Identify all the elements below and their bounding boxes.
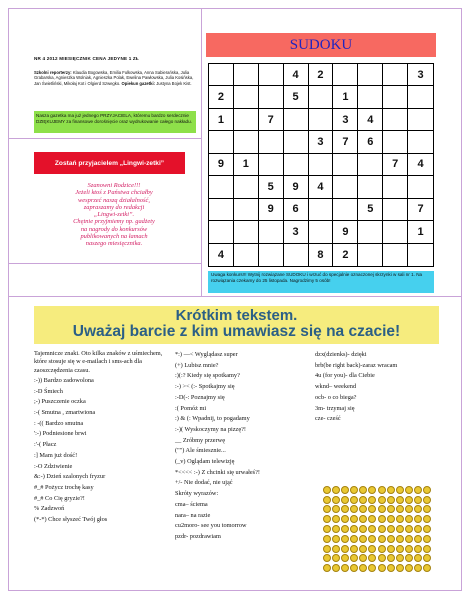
smiley-icon (332, 515, 340, 523)
poem-line: Chętnie przyjmiemy np. gadżety (73, 218, 155, 226)
sudoku-cell (209, 176, 234, 198)
smiley-icon (396, 505, 404, 513)
list-item: :) & (: Wpadnij, to pogadamy (175, 415, 250, 423)
section-divider (8, 296, 462, 297)
smiley-icon (368, 515, 376, 523)
smiley-icon (396, 496, 404, 504)
sudoku-cell (234, 176, 259, 198)
smiley-icon (332, 496, 340, 504)
list-item: :-)( Wyskoczymy na pizzę?! (175, 425, 247, 433)
smiley-icon (378, 564, 386, 572)
sudoku-cell (259, 64, 284, 86)
guardian-name: Justyna Bojek Kist. (156, 80, 192, 86)
masthead: NR 4 2012 MIESIĘCZNIK CENA JEDYNE 1 ZŁ (34, 56, 139, 61)
list-item: :-)) Bardzo zadowolona (34, 376, 94, 384)
smiley-icon (396, 564, 404, 572)
sudoku-cell: 1 (408, 221, 433, 243)
sudoku-cell: 4 (284, 64, 309, 86)
smiley-icon (323, 554, 331, 562)
smiley-icon (368, 525, 376, 533)
sudoku-cell: 3 (333, 109, 358, 131)
list-item: #_# Pożycz trochę kasy (34, 483, 94, 491)
sudoku-cell (209, 131, 234, 153)
smiley-icon (405, 515, 413, 523)
sudoku-cell: 4 (358, 109, 383, 131)
smiley-icon (405, 535, 413, 543)
list-item: :-D Śmiech (34, 387, 63, 395)
list-item: cma– ściema (175, 500, 208, 508)
sudoku-cell (408, 176, 433, 198)
smiley-icon (423, 535, 431, 543)
smiley-icon (414, 505, 422, 513)
smiley-icon (350, 535, 358, 543)
list-item: % Zadzwoń (34, 505, 65, 513)
smiley-icon (323, 515, 331, 523)
sudoku-cell (408, 109, 433, 131)
column-emoticons-2 (175, 350, 305, 543)
smiley-icon (332, 525, 340, 533)
list-item: :-( Smutna , zmartwiona (34, 409, 96, 416)
smiley-icon (341, 496, 349, 504)
sudoku-cell: 3 (309, 131, 334, 153)
smiley-icon (359, 515, 367, 523)
smiley-icon (368, 486, 376, 494)
smiley-icon (378, 535, 386, 543)
sudoku-cell (383, 176, 408, 198)
sudoku-cell (309, 221, 334, 243)
sudoku-cell (234, 244, 259, 266)
list-item: : -(( Bardzo smutna (34, 419, 84, 427)
smiley-icon (405, 496, 413, 504)
smiley-icon (414, 554, 422, 562)
smiley-icon (359, 505, 367, 513)
sudoku-cell (284, 131, 309, 153)
sudoku-cell (209, 199, 234, 221)
list-item: :] Mam już dość! (34, 451, 78, 459)
sudoku-cell (383, 64, 408, 86)
sudoku-cell (358, 221, 383, 243)
smiley-icon (332, 554, 340, 562)
sudoku-cell (333, 64, 358, 86)
sudoku-cell (234, 131, 259, 153)
smiley-icon (350, 525, 358, 533)
sudoku-cell: 9 (209, 154, 234, 176)
sudoku-title (206, 33, 436, 57)
smiley-icon (396, 535, 404, 543)
list-item: (+) Lubisz mnie? (175, 361, 219, 369)
smiley-icon (423, 505, 431, 513)
smiley-icon (323, 535, 331, 543)
sudoku-cell: 3 (284, 221, 309, 243)
smiley-icon (368, 545, 376, 553)
smiley-icon (378, 505, 386, 513)
list-item: 3m- trzymaj się (315, 404, 355, 412)
sudoku-cell (234, 199, 259, 221)
list-item: Skróty wyrazów: (175, 490, 219, 498)
sudoku-cell (234, 109, 259, 131)
list-item: ocb- o co biega? (315, 393, 357, 401)
smiley-icon (323, 496, 331, 504)
sudoku-cell (259, 86, 284, 108)
sudoku-cell (284, 154, 309, 176)
smiley-icon (368, 496, 376, 504)
smiley-icon (341, 545, 349, 553)
poem-line: zapraszamy do redakcji (83, 203, 145, 211)
list-item: __ Zróbmy przerwę (175, 436, 226, 444)
list-item: :)(:? Kiedy się spotkamy? (175, 372, 240, 380)
smiley-icon (387, 545, 395, 553)
list-item: *<<<< :-) Z chcinki się urwałeś?! (175, 468, 261, 476)
smiley-icon (396, 525, 404, 533)
smiley-icon (378, 554, 386, 562)
sudoku-grid (208, 63, 434, 267)
smiley-icon (323, 486, 331, 494)
smiley-icon (332, 486, 340, 494)
sudoku-cell (358, 154, 383, 176)
sudoku-cell (358, 244, 383, 266)
sudoku-cell: 5 (259, 176, 284, 198)
sudoku-cell: 6 (358, 131, 383, 153)
smiley-faces-icon (322, 485, 432, 573)
list-item: pzdr- pozdrawiam (175, 532, 221, 540)
headline-title: Krótkim tekstem. (175, 307, 298, 324)
list-item: :( Pomóż mi (175, 404, 207, 412)
smiley-icon (341, 486, 349, 494)
column-emoticons (34, 350, 164, 526)
sudoku-cell (309, 154, 334, 176)
sudoku-cell (383, 86, 408, 108)
list-item: &:-) Dzień szalonych fryzur (34, 473, 106, 481)
smiley-icon (378, 486, 386, 494)
sudoku-cell: 9 (259, 199, 284, 221)
sudoku-cell (383, 244, 408, 266)
sudoku-cell (333, 154, 358, 176)
sudoku-cell (259, 244, 284, 266)
smiley-icon (332, 535, 340, 543)
list-item: brb(be right back)-zaraz wracam (315, 361, 398, 369)
smiley-icon (423, 525, 431, 533)
sudoku-cell (358, 64, 383, 86)
smiley-icon (414, 545, 422, 553)
smiley-icon (359, 535, 367, 543)
list-item: *:) —< Wyglądasz super (175, 351, 238, 358)
smiley-icon (341, 505, 349, 513)
smiley-icon (396, 486, 404, 494)
sudoku-cell (234, 64, 259, 86)
sudoku-cell: 7 (408, 199, 433, 221)
list-item: (_v) Oglądam telewizję (175, 458, 235, 466)
list-item: :-) >< (:- Spotkajmy się (175, 383, 235, 391)
divider (8, 263, 201, 264)
smiley-icon (359, 496, 367, 504)
sudoku-cell: 4 (309, 176, 334, 198)
list-item: cze- cześć (315, 415, 341, 423)
sudoku-cell (259, 131, 284, 153)
poem-line: naszego miesięcznika. (85, 240, 143, 248)
smiley-icon (405, 505, 413, 513)
sudoku-cell (408, 86, 433, 108)
sudoku-cell (333, 176, 358, 198)
list-item: ;-) Puszczenie oczka (34, 398, 86, 406)
list-item: dzx(dzienks)- dzięki (315, 351, 367, 358)
guardian-label: Opiekun gazetki: (121, 80, 156, 86)
smiley-icon (423, 564, 431, 572)
sudoku-cell (383, 109, 408, 131)
headline-band (34, 306, 439, 344)
sudoku-cell: 2 (309, 64, 334, 86)
sudoku-cell: 2 (333, 244, 358, 266)
smiley-icon (368, 505, 376, 513)
sudoku-cell: 1 (209, 109, 234, 131)
poem-line: publikowanych na łamach (80, 233, 148, 241)
sudoku-cell (333, 199, 358, 221)
sudoku-cell (284, 109, 309, 131)
smiley-icon (414, 496, 422, 504)
smiley-icon (350, 564, 358, 572)
column-divider (201, 8, 202, 296)
list-item: ':-) Podniesione brwi (34, 430, 87, 438)
poem-line: Jeżeli ktoś z Państwa chciałby (75, 189, 153, 197)
sudoku-cell (234, 86, 259, 108)
smiley-icon (396, 554, 404, 562)
reporters-block (34, 70, 194, 86)
smiley-icon (405, 545, 413, 553)
smiley-icon (323, 525, 331, 533)
smiley-icon (387, 486, 395, 494)
sudoku-cell (408, 131, 433, 153)
list-item: :-O Zdziwienie (34, 462, 73, 470)
smiley-icon (405, 525, 413, 533)
list-item: nara– na razie (175, 511, 211, 519)
list-item: (*-*) Chce słyszeć Twój głos (34, 516, 108, 524)
poem-line: „Lingwi-zetki”. (93, 211, 135, 219)
contest-notice: Uwaga konkurs!!! Wytnij rozwiązane SUDOKU i wrzuć do specjalnie oznaczonej skrzynki w sali nr 1. Na rozwiązania czekamy do 25 listopada. Nagrodzimy 5 osób! (208, 271, 434, 293)
column-intro: Tajemnicze znaki. Oto kilka znaków z uśmiechem, które stosuje się w e-mailach i sms-ach dla zaoszczędzenia czasu. (34, 350, 163, 374)
smiley-icon (414, 525, 422, 533)
smiley-icon (378, 515, 386, 523)
smiley-icon (359, 486, 367, 494)
smiley-icon (396, 515, 404, 523)
list-item: 4u (for you)- dla Ciebie (315, 372, 375, 380)
smiley-icon (359, 564, 367, 572)
thanks-note: Nasza gazetka ma już jednego PRZYJACIELA, któremu bardzo serdecznie DZIĘKUJEMY za finansowe dorośnięcie oraz wydrukowanie całego nakładu. (34, 111, 196, 133)
smiley-icon (396, 545, 404, 553)
list-item: ("") Ale śmiesznie... (175, 447, 226, 455)
list-item: +/- Nie dodać, nie ująć (175, 479, 233, 487)
smiley-icon (423, 496, 431, 504)
sudoku-cell (259, 221, 284, 243)
smiley-icon (387, 535, 395, 543)
smiley-icon (405, 554, 413, 562)
smiley-icon (350, 486, 358, 494)
list-item: wknd– weekend (315, 383, 357, 391)
poem-line: wesprzeć naszą działalność, (78, 196, 150, 204)
smiley-icon (368, 554, 376, 562)
sudoku-cell (234, 221, 259, 243)
smiley-icon (423, 545, 431, 553)
sudoku-cell (383, 221, 408, 243)
reporters-names: Klaudia Bogowska, Emilia Fulkowska, Anna Sabierańska, Julia Grabarska, Agnieszka Wolniak, Agnieszka Polak, Ewelina Pawłowska, Julia Kosińska, Jan Świetliński, Mikołaj Kot i Olgierd Szwegko. (34, 70, 194, 86)
sudoku-cell (358, 86, 383, 108)
smiley-icon (341, 525, 349, 533)
sudoku-cell: 6 (284, 199, 309, 221)
sudoku-cell: 9 (333, 221, 358, 243)
smiley-icon (414, 515, 422, 523)
smiley-icon (368, 535, 376, 543)
sudoku-cell (209, 64, 234, 86)
sudoku-cell (209, 221, 234, 243)
poem-line: Szanowni Rodzice!!! (87, 182, 141, 189)
smiley-icon (332, 505, 340, 513)
sudoku-cell (408, 244, 433, 266)
smiley-icon (359, 554, 367, 562)
headline-subtitle: Uważaj barcie z kim umawiasz się na czacie! (72, 323, 401, 340)
sudoku-cell (284, 244, 309, 266)
smiley-icon (341, 515, 349, 523)
sudoku-cell: 5 (284, 86, 309, 108)
smiley-icon (414, 486, 422, 494)
list-item: #_# Co Cię gryzie?! (34, 494, 85, 502)
sudoku-cell: 3 (408, 64, 433, 86)
list-item: cu2moro- see you tomorrow (175, 522, 247, 530)
poem-line: na nagrody do konkursów (80, 225, 148, 233)
sudoku-cell: 1 (234, 154, 259, 176)
smiley-icon (405, 486, 413, 494)
sudoku-cell (383, 199, 408, 221)
smiley-icon (378, 545, 386, 553)
sudoku-cell: 5 (358, 199, 383, 221)
smiley-icon (368, 564, 376, 572)
smiley-icon (387, 496, 395, 504)
sudoku-cell (309, 86, 334, 108)
smiley-icon (378, 525, 386, 533)
sudoku-cell (309, 199, 334, 221)
parents-appeal (34, 182, 194, 248)
smiley-icon (350, 515, 358, 523)
sudoku-cell: 2 (209, 86, 234, 108)
smiley-icon (350, 496, 358, 504)
sudoku-cell (309, 109, 334, 131)
smiley-icon (387, 505, 395, 513)
smiley-icon (405, 564, 413, 572)
sudoku-cell (358, 176, 383, 198)
friend-banner (34, 152, 185, 174)
smiley-icon (332, 564, 340, 572)
smiley-icon (350, 545, 358, 553)
sudoku-cell: 8 (309, 244, 334, 266)
smiley-icon (332, 545, 340, 553)
smiley-icon (414, 535, 422, 543)
smiley-icon (423, 486, 431, 494)
smiley-icon (423, 515, 431, 523)
sudoku-cell: 4 (408, 154, 433, 176)
sudoku-title-text: SUDOKU (289, 36, 353, 53)
column-abbreviations (315, 350, 455, 425)
sudoku-cell (383, 131, 408, 153)
smiley-icon (323, 505, 331, 513)
sudoku-cell: 9 (284, 176, 309, 198)
smiley-icon (387, 525, 395, 533)
reporters-label: Szkolni reporterzy: (34, 70, 72, 75)
sudoku-cell (259, 154, 284, 176)
sudoku-cell: 7 (333, 131, 358, 153)
smiley-icon (341, 535, 349, 543)
smiley-icon (323, 545, 331, 553)
smiley-icon (359, 545, 367, 553)
smiley-icon (378, 496, 386, 504)
sudoku-cell: 7 (383, 154, 408, 176)
sudoku-cell: 1 (333, 86, 358, 108)
smiley-icon (323, 564, 331, 572)
friend-banner-text: Zostań przyjacielem „Lingwi-zetki” (54, 159, 165, 167)
smiley-icon (387, 564, 395, 572)
smiley-icon (387, 515, 395, 523)
smiley-icon (350, 505, 358, 513)
sudoku-cell: 4 (209, 244, 234, 266)
sudoku-cell: 7 (259, 109, 284, 131)
divider (8, 138, 201, 139)
smiley-icon (414, 564, 422, 572)
list-item: :'-( Płacz (34, 441, 57, 449)
smiley-icon (423, 554, 431, 562)
smiley-icon (341, 564, 349, 572)
smiley-icon (341, 554, 349, 562)
smiley-icon (359, 525, 367, 533)
smiley-icon (387, 554, 395, 562)
smiley-icon (350, 554, 358, 562)
list-item: :-D(-: Poznajmy się (175, 393, 225, 401)
